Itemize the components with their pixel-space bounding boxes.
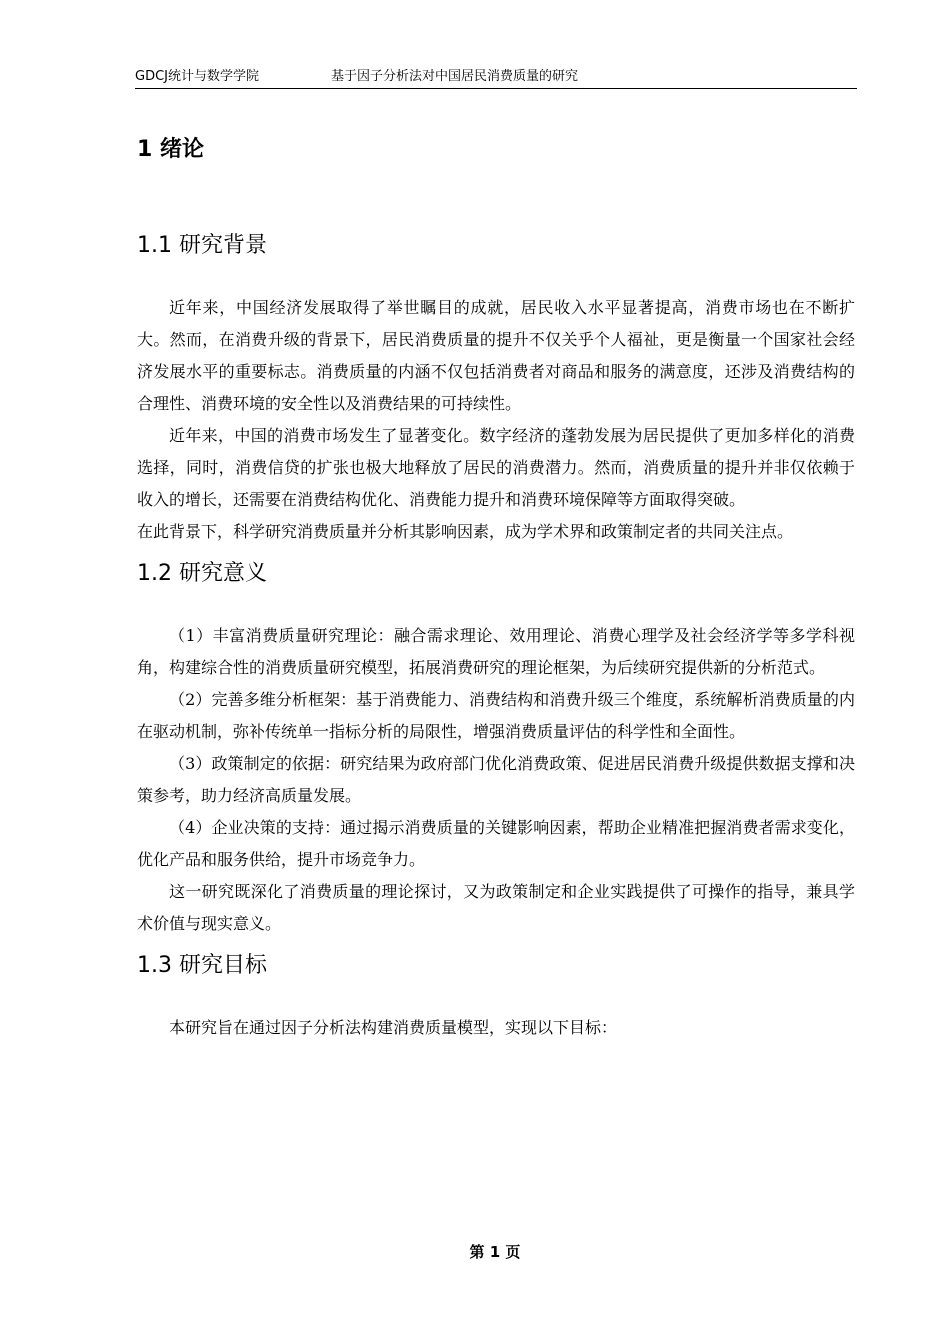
paragraph: 近年来，中国的消费市场发生了显著变化。数字经济的蓬勃发展为居民提供了更加多样化的消费选择，同时，消费信贷的扩张也极大地释放了居民的消费潜力。然而，消费质量的提升并非仅依赖于收入的增长，还需要在消费结构优化、消费能力提升和消费环境保障等方面取得突破。 [137,426,855,509]
section-heading-objectives: 1.3 研究目标 [137,953,267,978]
chapter-heading: 1 绪论 [137,137,204,162]
list-item: （2）完善多维分析框架：基于消费能力、消费结构和消费升级三个维度，系统解析消费质量的内在驱动机制，弥补传统单一指标分析的局限性，增强消费质量评估的科学性和全面性。 [137,690,855,741]
section-heading-significance: 1.2 研究意义 [137,561,267,586]
list-item: （1）丰富消费质量研究理论：融合需求理论、效用理论、消费心理学及社会经济学等多学科视角，构建综合性的消费质量研究模型，拓展消费研究的理论框架，为后续研究提供新的分析范式。 [137,626,855,677]
header-school: GDCJ统计与数学学院 [135,69,259,84]
paragraph: 在此背景下，科学研究消费质量并分析其影响因素，成为学术界和政策制定者的共同关注点。 [137,522,794,541]
section-heading-background: 1.1 研究背景 [137,233,267,258]
page-number: 第 1 页 [469,1243,521,1261]
page-header [135,66,857,89]
list-item: （3）政策制定的依据：研究结果为政府部门优化消费政策、促进居民消费升级提供数据支撑和决策参考，助力经济高质量发展。 [137,754,855,805]
page-content [137,130,855,1044]
list-item: （4）企业决策的支持：通过揭示消费质量的关键影响因素，帮助企业精准把握消费者需求变化，优化产品和服务供给，提升市场竞争力。 [137,818,855,869]
paragraph: 近年来，中国经济发展取得了举世瞩目的成就，居民收入水平显著提高，消费市场也在不断扩大。然而，在消费升级的背景下，居民消费质量的提升不仅关乎个人福祉，更是衡量一个国家社会经济发展水平的重要标志。消费质量的内涵不仅包括消费者对商品和服务的满意度，还涉及消费结构的合理性、消费环境的安全性以及消费结果的可持续性。 [137,298,855,413]
header-title: 基于因子分析法对中国居民消费质量的研究 [331,69,579,84]
paragraph: 本研究旨在通过因子分析法构建消费质量模型，实现以下目标： [169,1018,618,1037]
paragraph: 这一研究既深化了消费质量的理论探讨，又为政策制定和企业实践提供了可操作的指导，兼具学术价值与现实意义。 [137,882,855,933]
